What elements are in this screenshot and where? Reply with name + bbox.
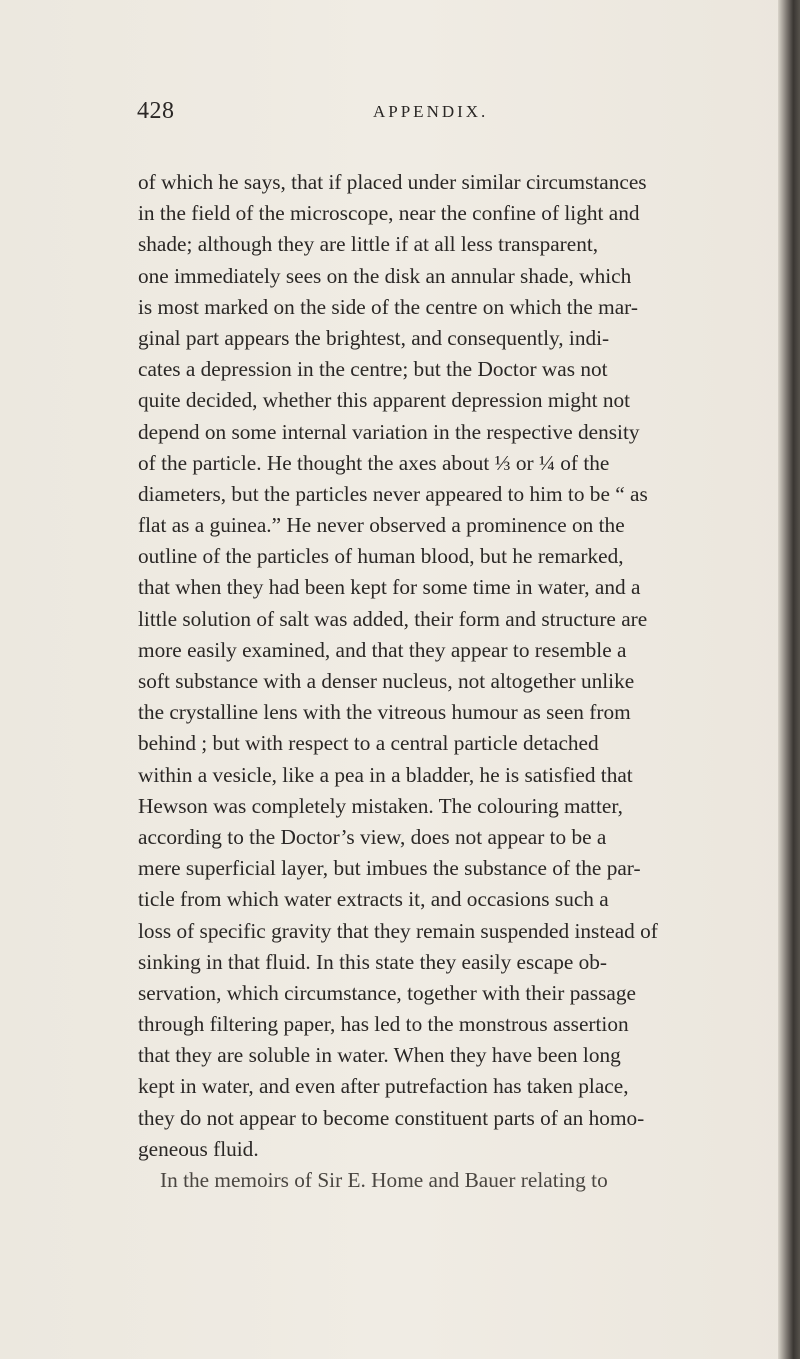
text-line: cates a depression in the centre; but the Doctor was not	[138, 357, 608, 382]
text-line: depend on some internal variation in the respective density	[138, 419, 640, 444]
text-line: in the field of the microscope, near the confine of light and	[138, 201, 640, 226]
body-text	[138, 167, 740, 1196]
text-line: geneous fluid.	[138, 1136, 259, 1161]
text-line: quite decided, whether this apparent depression might not	[138, 388, 631, 413]
text-line: In the memoirs of Sir E. Home and Bauer relating to	[160, 1168, 608, 1192]
text-line: of the particle. He thought the axes about ⅓ or ¼ of the	[138, 450, 610, 475]
text-line: little solution of salt was added, their form and structure are	[138, 606, 648, 631]
text-line: behind ; but with respect to a central particle detached	[138, 731, 599, 756]
page-header	[137, 98, 697, 130]
text-line: within a vesicle, like a pea in a bladder, he is satisfied that	[138, 762, 633, 787]
text-line: servation, which circumstance, together with their passage	[138, 980, 636, 1005]
text-line: ginal part appears the brightest, and consequently, indi-	[138, 325, 610, 350]
text-line: one immediately sees on the disk an annular shade, which	[138, 263, 632, 288]
text-line: is most marked on the side of the centre on which the mar-	[138, 294, 638, 319]
text-line: the crystalline lens with the vitreous humour as seen from	[138, 700, 631, 725]
text-line: kept in water, and even after putrefaction has taken place,	[138, 1074, 629, 1099]
text-line: ticle from which water extracts it, and occasions such a	[138, 887, 609, 912]
text-line: Hewson was completely mistaken. The colouring matter,	[138, 793, 623, 818]
text-line: soft substance with a denser nucleus, not altogether unlike	[138, 669, 635, 693]
text-line: that they are soluble in water. When they have been long	[138, 1043, 621, 1068]
text-line: according to the Doctor’s view, does not appear to be a	[138, 824, 607, 849]
text-line: shade; although they are little if at all less transparent,	[138, 232, 599, 257]
text-line: they do not appear to become constituent parts of an homo-	[138, 1105, 645, 1130]
text-line: that when they had been kept for some time in water, and a	[138, 575, 641, 600]
page-edge	[778, 0, 800, 1359]
text-line: of which he says, that if placed under similar circumstances	[138, 170, 647, 194]
text-line: diameters, but the particles never appeared to him to be “ as	[138, 481, 648, 506]
page-number: 428	[137, 98, 175, 124]
text-line: more easily examined, and that they appear to resemble a	[138, 637, 627, 662]
running-head: APPENDIX.	[373, 102, 489, 121]
text-line: mere superficial layer, but imbues the substance of the par-	[138, 856, 641, 881]
text-line: outline of the particles of human blood, but he remarked,	[138, 544, 624, 569]
text-line: flat as a guinea.” He never observed a prominence on the	[138, 513, 625, 538]
text-line: loss of specific gravity that they remain suspended instead of	[138, 918, 658, 943]
text-line: sinking in that fluid. In this state they easily escape ob-	[138, 949, 608, 974]
text-line: through filtering paper, has led to the monstrous assertion	[138, 1012, 629, 1037]
